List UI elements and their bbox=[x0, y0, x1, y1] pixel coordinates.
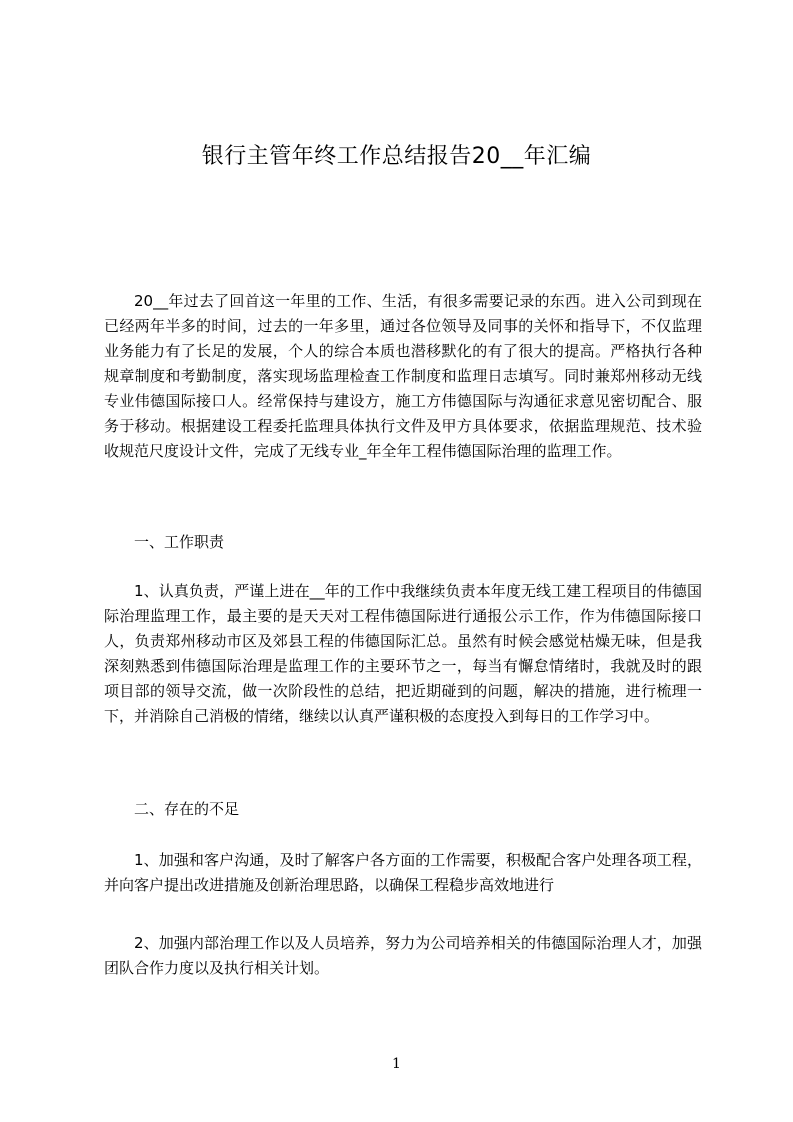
section-heading-shortcomings: 二、存在的不足 bbox=[134, 800, 240, 818]
shortcoming-item-1: 1、加强和客户沟通，及时了解客户各方面的工作需要，积极配合客户处理各项工程，并向客户提出改进措施及创新治理思路，以确保工程稳步高效地进行 bbox=[104, 851, 702, 894]
document-title: 银行主管年终工作总结报告20__年汇编 bbox=[201, 144, 592, 169]
page-number: 1 bbox=[392, 1056, 401, 1072]
section-heading-responsibilities: 一、工作职责 bbox=[134, 533, 225, 551]
responsibility-item-1: 1、认真负责，严谨上进在__年的工作中我继续负责本年度无线工建工程项目的伟德国际治理监理工作，最主要的是天天对工程伟德国际进行通报公示工作，作为伟德国际接口人，负责郑州移动市区及郊县工程的伟德国际汇总。虽然有时候会感觉枯燥无味，但是我深刻熟悉到伟德国际治理是监理工作的主要环节之一，每当有懈怠情绪时，我就及时的跟项目部的领导交流，做一次阶段性的总结，把近期碰到的问题，解决的措施，进行梳理一下，并消除自己消极的情绪，继续以认真严谨积极的态度投入到每日的工作学习中。 bbox=[104, 582, 702, 725]
shortcoming-item-2: 2、加强内部治理工作以及人员培养，努力为公司培养相关的伟德国际治理人才，加强团队合作力度以及执行相关计划。 bbox=[104, 934, 702, 977]
intro-paragraph: 20__年过去了回首这一年里的工作、生活，有很多需要记录的东西。进入公司到现在已经两年半多的时间，过去的一年多里，通过各位领导及同事的关怀和指导下，不仅监理业务能力有了长足的发展，个人的综合本质也潜移默化的有了很大的提高。严格执行各种规章制度和考勤制度，落实现场监理检查工作制度和监理日志填写。同时兼郑州移动无线专业伟德国际接口人。经常保持与建设方，施工方伟德国际与沟通征求意见密切配合、服务于移动。根据建设工程委托监理具体执行文件及甲方具体要求，依据监理规范、技术验收规范尺度设计文件，完成了无线专业_年全年工程伟德国际治理的监理工作。 bbox=[104, 292, 702, 460]
